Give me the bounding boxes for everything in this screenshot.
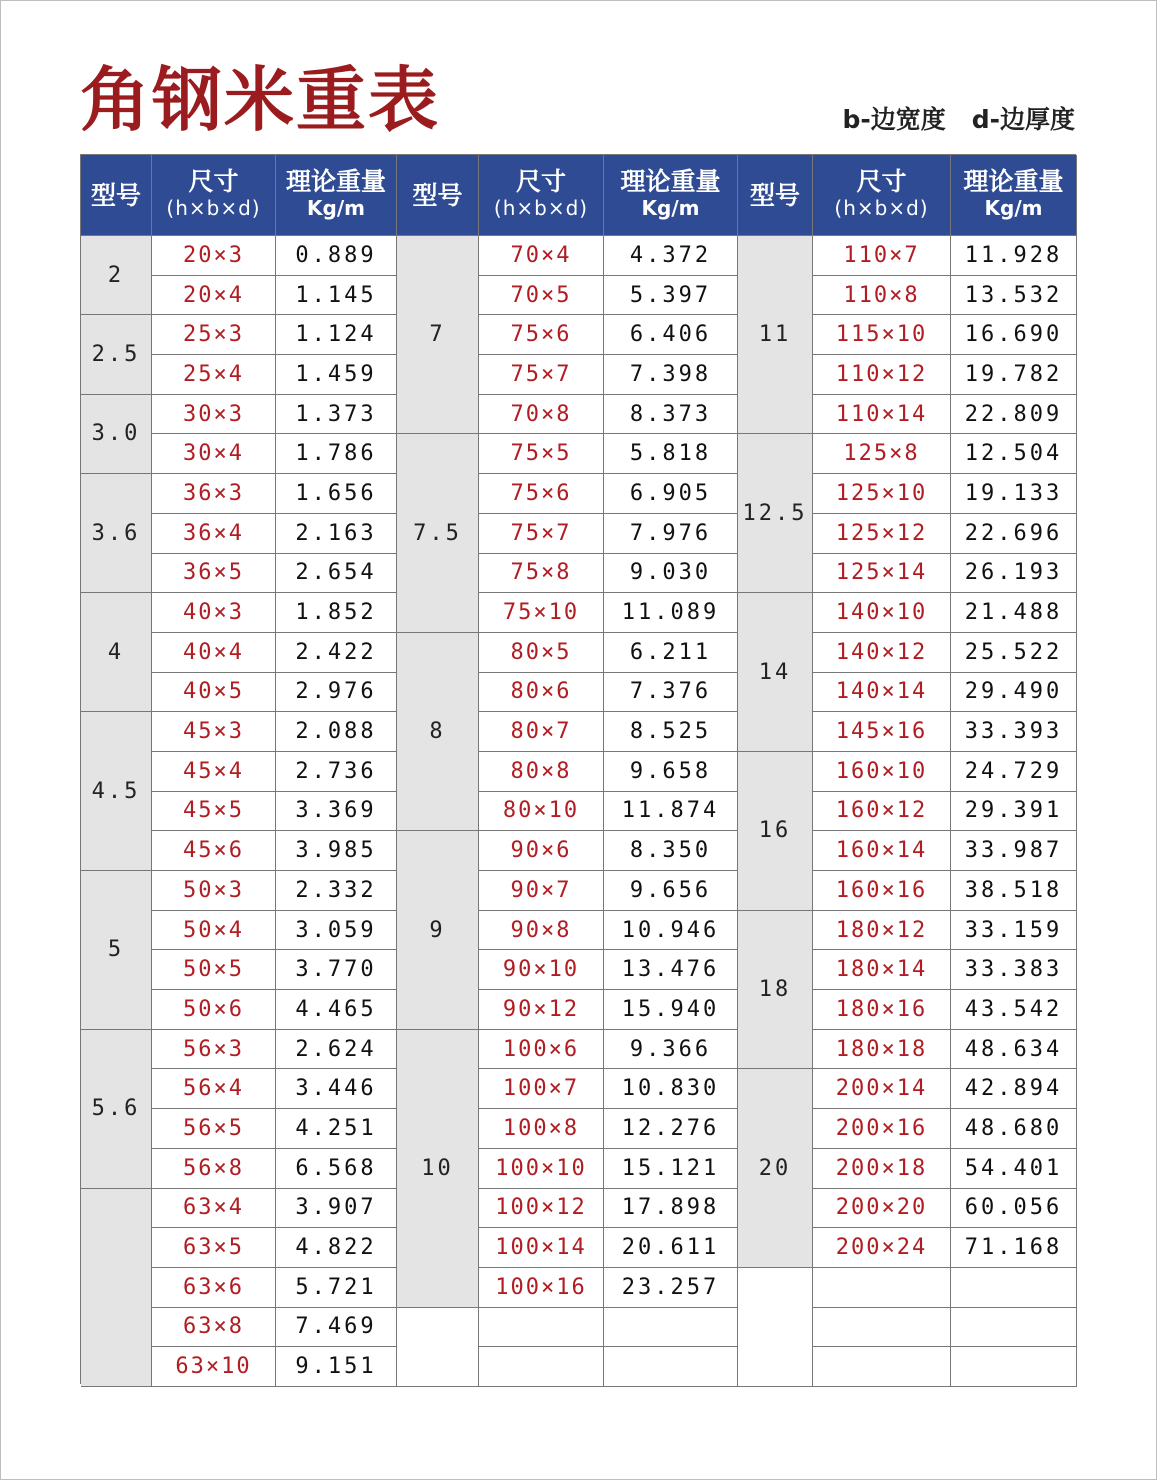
size-cell: 180×16 (813, 990, 951, 1030)
model-cell: 10 (397, 1030, 479, 1308)
model-cell: 16 (738, 752, 813, 911)
weight-cell: 7.976 (604, 514, 738, 554)
size-cell: 20×4 (152, 276, 276, 316)
weight-cell: 2.976 (276, 673, 397, 713)
weight-cell: 9.656 (604, 871, 738, 911)
weight-cell: 1.852 (276, 593, 397, 633)
weight-cell: 12.276 (604, 1109, 738, 1149)
model-cell: 8 (397, 633, 479, 831)
weight-cell: 33.383 (951, 950, 1077, 990)
weight-cell: 1.373 (276, 395, 397, 435)
weight-cell: 48.680 (951, 1109, 1077, 1149)
size-cell: 80×8 (479, 752, 604, 792)
weight-cell: 6.406 (604, 315, 738, 355)
header-weight-unit: Kg/m (984, 196, 1043, 220)
weight-cell: 48.634 (951, 1030, 1077, 1070)
weight-cell: 9.658 (604, 752, 738, 792)
size-cell: 160×16 (813, 871, 951, 911)
header-size (813, 155, 951, 236)
header-model-label: 型号 (90, 180, 141, 210)
weight-cell: 9.366 (604, 1030, 738, 1070)
header-model (738, 155, 813, 236)
size-cell: 30×4 (152, 434, 276, 474)
model-cell (738, 1268, 813, 1387)
size-cell: 140×12 (813, 633, 951, 673)
model-cell: 3.6 (81, 474, 152, 593)
size-cell: 80×6 (479, 673, 604, 713)
size-cell: 125×10 (813, 474, 951, 514)
size-cell: 90×8 (479, 911, 604, 951)
legend-d: d-边厚度 (971, 105, 1075, 134)
weight-cell: 8.525 (604, 712, 738, 752)
size-cell: 63×4 (152, 1189, 276, 1229)
model-cell (81, 1189, 152, 1387)
weight-cell: 11.874 (604, 792, 738, 832)
size-cell (479, 1347, 604, 1387)
size-cell: 160×12 (813, 792, 951, 832)
weight-cell (604, 1347, 738, 1387)
header-weight (951, 155, 1077, 236)
weight-cell: 13.532 (951, 276, 1077, 316)
weight-cell: 33.987 (951, 831, 1077, 871)
weight-cell: 8.373 (604, 395, 738, 435)
size-cell: 110×14 (813, 395, 951, 435)
weight-cell: 6.905 (604, 474, 738, 514)
weight-cell: 22.809 (951, 395, 1077, 435)
size-cell: 180×18 (813, 1030, 951, 1070)
size-cell: 90×12 (479, 990, 604, 1030)
size-cell: 75×6 (479, 315, 604, 355)
legend-b: b-边宽度 (842, 105, 946, 134)
weight-cell: 4.465 (276, 990, 397, 1030)
size-cell: 160×10 (813, 752, 951, 792)
weight-cell: 7.469 (276, 1308, 397, 1348)
weight-cell: 5.397 (604, 276, 738, 316)
model-cell: 9 (397, 831, 479, 1029)
model-cell: 20 (738, 1069, 813, 1267)
weight-cell: 7.376 (604, 673, 738, 713)
size-cell: 110×12 (813, 355, 951, 395)
model-cell: 11 (738, 236, 813, 434)
weight-cell: 2.163 (276, 514, 397, 554)
weight-cell: 8.350 (604, 831, 738, 871)
weight-cell: 1.459 (276, 355, 397, 395)
weight-cell: 1.786 (276, 434, 397, 474)
size-cell: 80×5 (479, 633, 604, 673)
size-cell: 180×12 (813, 911, 951, 951)
size-cell: 40×4 (152, 633, 276, 673)
size-cell: 20×3 (152, 236, 276, 276)
size-cell: 56×5 (152, 1109, 276, 1149)
weight-cell: 24.729 (951, 752, 1077, 792)
size-cell: 90×6 (479, 831, 604, 871)
weight-cell: 33.159 (951, 911, 1077, 951)
size-cell: 180×14 (813, 950, 951, 990)
angle-steel-weight-table (80, 154, 1076, 1384)
weight-cell: 1.124 (276, 315, 397, 355)
size-cell (479, 1308, 604, 1348)
weight-cell: 0.889 (276, 236, 397, 276)
size-cell: 75×7 (479, 355, 604, 395)
weight-cell (604, 1308, 738, 1348)
weight-cell: 3.446 (276, 1069, 397, 1109)
weight-cell: 54.401 (951, 1149, 1077, 1189)
size-cell: 36×4 (152, 514, 276, 554)
header-weight (604, 155, 738, 236)
size-cell: 140×10 (813, 593, 951, 633)
weight-cell: 2.654 (276, 554, 397, 594)
weight-cell: 1.656 (276, 474, 397, 514)
weight-cell: 6.568 (276, 1149, 397, 1189)
size-cell: 50×5 (152, 950, 276, 990)
weight-cell: 7.398 (604, 355, 738, 395)
size-cell: 100×12 (479, 1189, 604, 1229)
size-cell: 40×3 (152, 593, 276, 633)
header-weight-unit: Kg/m (307, 196, 365, 220)
weight-cell: 5.721 (276, 1268, 397, 1308)
weight-cell: 6.211 (604, 633, 738, 673)
size-cell: 100×8 (479, 1109, 604, 1149)
weight-cell: 17.898 (604, 1189, 738, 1229)
weight-cell: 1.145 (276, 276, 397, 316)
size-cell: 63×5 (152, 1228, 276, 1268)
weight-cell: 42.894 (951, 1069, 1077, 1109)
header-size (479, 155, 604, 236)
weight-cell: 9.030 (604, 554, 738, 594)
weight-cell: 29.490 (951, 673, 1077, 713)
size-cell: 50×6 (152, 990, 276, 1030)
weight-cell: 38.518 (951, 871, 1077, 911)
size-cell: 110×7 (813, 236, 951, 276)
size-cell: 70×4 (479, 236, 604, 276)
size-cell: 90×7 (479, 871, 604, 911)
header-size-label: 尺寸 (856, 167, 907, 196)
header-size-sub: (h×b×d) (834, 196, 929, 220)
size-cell: 63×6 (152, 1268, 276, 1308)
model-cell: 7.5 (397, 434, 479, 632)
weight-cell: 2.422 (276, 633, 397, 673)
weight-cell: 43.542 (951, 990, 1077, 1030)
weight-cell: 20.611 (604, 1228, 738, 1268)
weight-cell: 15.940 (604, 990, 738, 1030)
header-model (397, 155, 479, 236)
size-cell: 25×4 (152, 355, 276, 395)
model-cell: 12.5 (738, 434, 813, 593)
size-cell: 145×16 (813, 712, 951, 752)
size-cell: 30×3 (152, 395, 276, 435)
size-cell: 125×14 (813, 554, 951, 594)
header-model-label: 型号 (412, 180, 463, 210)
weight-cell: 9.151 (276, 1347, 397, 1387)
weight-cell: 29.391 (951, 792, 1077, 832)
weight-cell: 2.624 (276, 1030, 397, 1070)
header-size-label: 尺寸 (188, 167, 239, 196)
size-cell: 100×16 (479, 1268, 604, 1308)
model-cell: 7 (397, 236, 479, 434)
weight-cell (951, 1268, 1077, 1308)
weight-cell: 19.782 (951, 355, 1077, 395)
page-title: 角钢米重表 (80, 59, 440, 141)
size-cell: 125×8 (813, 434, 951, 474)
model-cell: 14 (738, 593, 813, 752)
size-cell: 125×12 (813, 514, 951, 554)
size-cell: 110×8 (813, 276, 951, 316)
weight-cell: 21.488 (951, 593, 1077, 633)
size-cell: 75×10 (479, 593, 604, 633)
size-cell: 50×3 (152, 871, 276, 911)
size-cell: 45×5 (152, 792, 276, 832)
size-cell (813, 1268, 951, 1308)
header-weight-label: 理论重量 (620, 167, 721, 196)
weight-cell: 13.476 (604, 950, 738, 990)
size-cell: 63×8 (152, 1308, 276, 1348)
size-cell: 50×4 (152, 911, 276, 951)
header-model-label: 型号 (749, 180, 800, 210)
size-cell (813, 1347, 951, 1387)
size-cell: 100×10 (479, 1149, 604, 1189)
model-cell: 18 (738, 911, 813, 1070)
size-cell (813, 1308, 951, 1348)
weight-cell: 25.522 (951, 633, 1077, 673)
size-cell: 40×5 (152, 673, 276, 713)
header-weight-label: 理论重量 (285, 167, 386, 196)
size-cell: 200×18 (813, 1149, 951, 1189)
size-cell: 200×24 (813, 1228, 951, 1268)
weight-cell: 3.770 (276, 950, 397, 990)
size-cell: 70×8 (479, 395, 604, 435)
weight-cell: 3.907 (276, 1189, 397, 1229)
weight-cell: 4.822 (276, 1228, 397, 1268)
weight-cell: 3.059 (276, 911, 397, 951)
size-cell: 75×8 (479, 554, 604, 594)
size-cell: 75×7 (479, 514, 604, 554)
model-cell: 2 (81, 236, 152, 315)
model-cell: 4 (81, 593, 152, 712)
weight-cell: 19.133 (951, 474, 1077, 514)
weight-cell: 4.251 (276, 1109, 397, 1149)
weight-cell (951, 1347, 1077, 1387)
size-cell: 115×10 (813, 315, 951, 355)
weight-cell: 23.257 (604, 1268, 738, 1308)
legend (842, 102, 1075, 138)
model-cell: 5.6 (81, 1030, 152, 1189)
size-cell: 45×6 (152, 831, 276, 871)
weight-cell (951, 1308, 1077, 1348)
weight-cell: 3.369 (276, 792, 397, 832)
size-cell: 75×6 (479, 474, 604, 514)
weight-cell: 16.690 (951, 315, 1077, 355)
size-cell: 36×3 (152, 474, 276, 514)
size-cell: 25×3 (152, 315, 276, 355)
header-weight (276, 155, 397, 236)
model-cell: 3.0 (81, 395, 152, 474)
weight-cell: 11.928 (951, 236, 1077, 276)
size-cell: 200×14 (813, 1069, 951, 1109)
size-cell: 56×4 (152, 1069, 276, 1109)
size-cell: 100×14 (479, 1228, 604, 1268)
header-weight-label: 理论重量 (963, 167, 1064, 196)
size-cell: 200×20 (813, 1189, 951, 1229)
size-cell: 75×5 (479, 434, 604, 474)
size-cell: 56×8 (152, 1149, 276, 1189)
model-cell (397, 1308, 479, 1387)
weight-cell: 2.736 (276, 752, 397, 792)
size-cell: 160×14 (813, 831, 951, 871)
weight-cell: 26.193 (951, 554, 1077, 594)
weight-cell: 11.089 (604, 593, 738, 633)
header-size (152, 155, 276, 236)
weight-cell: 22.696 (951, 514, 1077, 554)
weight-cell: 4.372 (604, 236, 738, 276)
model-cell: 4.5 (81, 712, 152, 871)
weight-cell: 71.168 (951, 1228, 1077, 1268)
header-model (81, 155, 152, 236)
size-cell: 36×5 (152, 554, 276, 594)
weight-cell: 60.056 (951, 1189, 1077, 1229)
weight-cell: 10.946 (604, 911, 738, 951)
model-cell: 5 (81, 871, 152, 1030)
model-cell: 2.5 (81, 315, 152, 394)
size-cell: 100×6 (479, 1030, 604, 1070)
weight-cell: 2.088 (276, 712, 397, 752)
weight-cell: 33.393 (951, 712, 1077, 752)
size-cell: 80×7 (479, 712, 604, 752)
size-cell: 45×3 (152, 712, 276, 752)
size-cell: 90×10 (479, 950, 604, 990)
size-cell: 200×16 (813, 1109, 951, 1149)
size-cell: 140×14 (813, 673, 951, 713)
size-cell: 45×4 (152, 752, 276, 792)
weight-cell: 12.504 (951, 434, 1077, 474)
weight-cell: 5.818 (604, 434, 738, 474)
header-size-sub: (h×b×d) (493, 196, 589, 220)
weight-cell: 3.985 (276, 831, 397, 871)
size-cell: 100×7 (479, 1069, 604, 1109)
size-cell: 56×3 (152, 1030, 276, 1070)
header-size-label: 尺寸 (515, 167, 566, 196)
size-cell: 70×5 (479, 276, 604, 316)
size-cell: 63×10 (152, 1347, 276, 1387)
weight-cell: 2.332 (276, 871, 397, 911)
size-cell: 80×10 (479, 792, 604, 832)
weight-cell: 15.121 (604, 1149, 738, 1189)
weight-cell: 10.830 (604, 1069, 738, 1109)
header-weight-unit: Kg/m (641, 196, 700, 220)
header-size-sub: (h×b×d) (166, 196, 261, 220)
